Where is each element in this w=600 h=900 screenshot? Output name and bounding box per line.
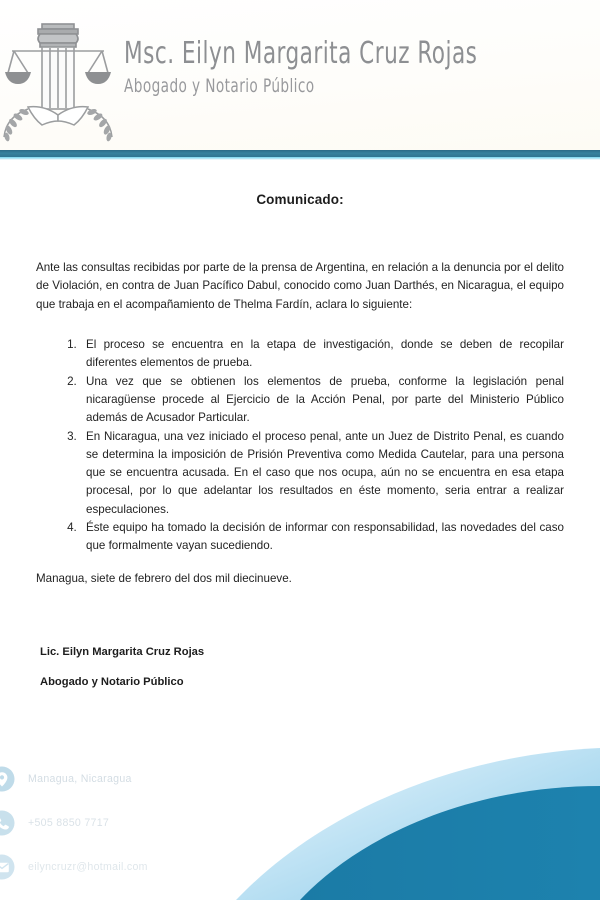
contact-phone-text: +505 8850 7717 — [28, 817, 110, 829]
contact-email-text: eilyncruzr@hotmail.com — [28, 861, 148, 873]
contact-row-phone — [0, 808, 330, 838]
divider-glow — [0, 157, 600, 160]
firm-identity — [124, 38, 566, 111]
intro-paragraph: Ante las consultas recibidas por parte de la prensa de Argentina, en relación a la denuncia por el delito de Violación, en contra de Juan Pacífico Dabul, conocido como Juan Darthés, en Nicaragua, el equipo que trabaja en el acompañamiento de Thelma Fardín, aclara lo siguiente: — [36, 261, 564, 311]
phone-icon — [0, 810, 15, 836]
page-title: Comunicado: — [256, 192, 344, 207]
list-item: 2. Una vez que se obtienen los elementos de prueba, conforme la legislación penal nicaragüense procede al Ejercicio de la Acción Penal, por parte del Ministerio Público además de Acusador Particular. — [80, 373, 564, 428]
signature-block — [36, 646, 564, 688]
list-item: 1. El proceso se encuentra en la etapa de investigación, donde se deben de recopilar diferentes elementos de prueba. — [80, 336, 564, 373]
contact-list — [0, 764, 330, 882]
divider-bar — [0, 150, 600, 157]
signature-name: Lic. Eilyn Margarita Cruz Rojas — [40, 646, 205, 658]
list-item: 4. Éste equipo ha tomado la decisión de informar con responsabilidad, las novedades del caso que formalmente vayan sucediendo. — [80, 519, 564, 556]
contact-row-location — [0, 764, 330, 794]
list-item: 3. En Nicaragua, una vez iniciado el proceso penal, ante un Juez de Distrito Penal, es cuando se determina la imposición de Prisión Preventiva como Medida Cautelar, para una persona que se encuentra acusada. En el caso que nos ocupa, aún no se encuentra en esa etapa procesal, por lo que adelantar los resultados en éste momento, seria entrar a realizar especulaciones. — [80, 428, 564, 520]
dateline: Managua, siete de febrero del dos mil diecinueve. — [36, 571, 292, 585]
footer — [0, 740, 600, 900]
signature-role: Abogado y Notario Público — [40, 676, 184, 688]
document-body — [0, 192, 600, 688]
location-pin-icon — [0, 766, 15, 792]
letterhead — [0, 0, 600, 150]
contact-row-email — [0, 852, 330, 882]
envelope-icon — [0, 854, 15, 880]
header-divider — [0, 150, 600, 160]
firm-role: Abogado y Notario Público — [124, 74, 315, 97]
scales-of-justice-column-crest-icon — [2, 11, 114, 143]
firm-name: Msc. Eilyn Margarita Cruz Rojas — [124, 36, 478, 72]
contact-location-text: Managua, Nicaragua — [28, 773, 132, 785]
numbered-points-list — [36, 336, 564, 556]
